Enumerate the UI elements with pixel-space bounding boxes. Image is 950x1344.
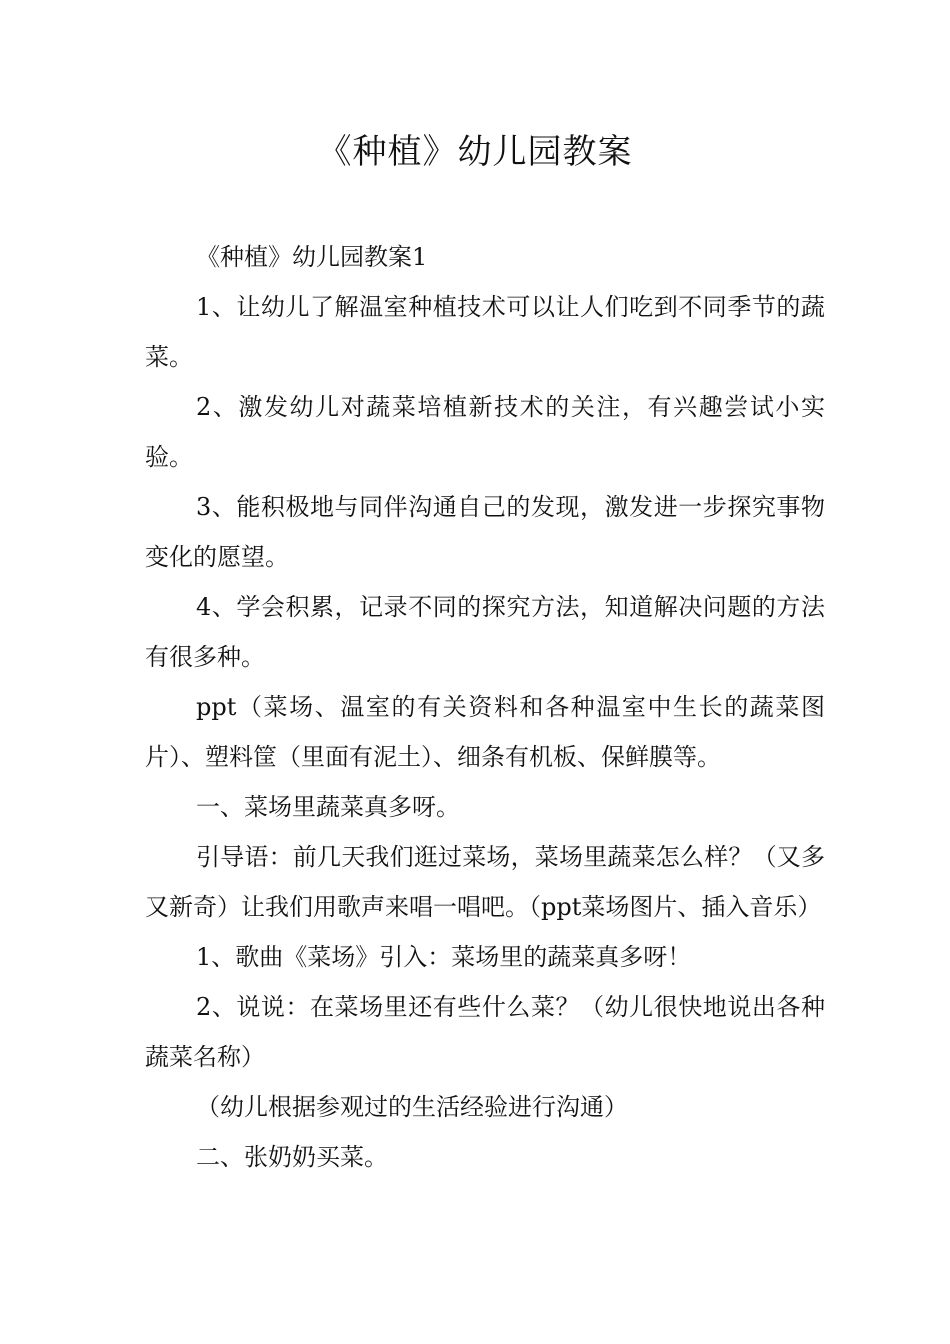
paragraph: 3、能积极地与同伴沟通自己的发现，激发进一步探究事物变化的愿望。 [145, 493, 825, 571]
paragraph: ppt（菜场、温室的有关资料和各种温室中生长的蔬菜图片）、塑料筐（里面有泥土）、细条有机板、保鲜膜等。 [145, 693, 825, 771]
paragraph: 2、激发幼儿对蔬菜培植新技术的关注，有兴趣尝试小实验。 [145, 393, 825, 471]
paragraph: 二、张奶奶买菜。 [196, 1143, 388, 1171]
paragraph: 一、菜场里蔬菜真多呀。 [196, 793, 460, 821]
document-title: 《种植》幼儿园教案 [317, 132, 633, 172]
paragraph: 2、说说：在菜场里还有些什么菜？（幼儿很快地说出各种蔬菜名称） [145, 993, 825, 1071]
paragraph: 1、让幼儿了解温室种植技术可以让人们吃到不同季节的蔬菜。 [145, 293, 825, 371]
paragraph: 引导语：前几天我们逛过菜场，菜场里蔬菜怎么样？（又多又新奇）让我们用歌声来唱一唱吧。（ppt菜场图片、插入音乐） [145, 843, 825, 921]
paragraph: （幼儿根据参观过的生活经验进行沟通） [196, 1093, 628, 1121]
document-body [145, 232, 825, 1182]
paragraph: 4、学会积累，记录不同的探究方法，知道解决问题的方法有很多种。 [145, 593, 825, 671]
section-heading: 《种植》幼儿园教案1 [196, 243, 428, 271]
paragraph: 1、歌曲《菜场》引入：菜场里的蔬菜真多呀！ [196, 943, 692, 971]
